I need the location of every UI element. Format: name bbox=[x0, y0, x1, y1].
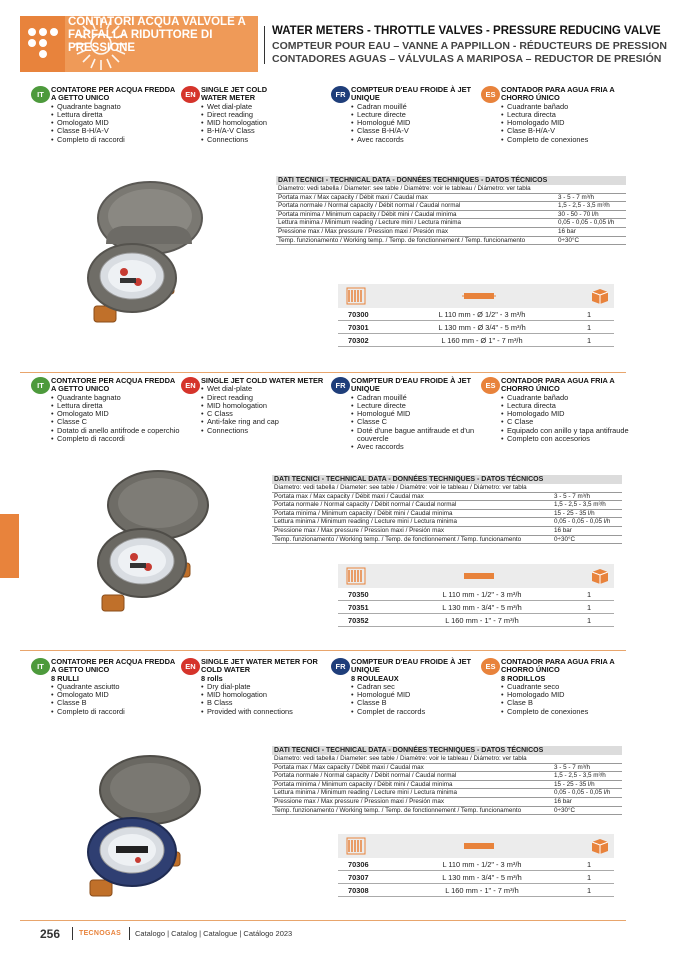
feature-item: • Wet dial-plate bbox=[201, 103, 311, 111]
tech-data-row bbox=[272, 781, 622, 790]
tech-data-key: Diametro: vedi tabella / Diameter: see table / Diamètre: voir le tableau / Diámetro: ver tabla bbox=[278, 185, 531, 192]
feature-item: • Homologado MID bbox=[501, 119, 631, 127]
feature-list bbox=[201, 103, 311, 144]
feature-list bbox=[501, 394, 631, 444]
lang-block-en bbox=[181, 658, 331, 716]
water-meter-image bbox=[76, 178, 206, 328]
brand-tab bbox=[20, 16, 65, 72]
lang-subtitle: 8 RULLI bbox=[51, 673, 79, 683]
feature-item: • Dry dial-plate bbox=[201, 683, 331, 691]
lang-block-en bbox=[181, 377, 331, 435]
feature-item: • Omologato MID bbox=[51, 410, 181, 418]
tech-data-value: 3 - 5 - 7 m³/h bbox=[558, 193, 595, 201]
footer-divider bbox=[20, 920, 626, 921]
product-code: 70300 bbox=[348, 310, 369, 319]
tech-data-value: 1,5 - 2,5 - 3,5 m³/h bbox=[554, 501, 606, 509]
brand-name: TECNOGAS bbox=[79, 930, 122, 937]
table-row bbox=[338, 601, 614, 614]
tech-data-value: 16 bar bbox=[554, 526, 572, 534]
feature-item: • Lectura directa bbox=[501, 402, 631, 410]
lang-block-es bbox=[481, 377, 631, 443]
product-desc: L 110 mm - 1/2" - 3 m³/h bbox=[442, 860, 522, 869]
tech-data-key: Temp. funzionamento / Working temp. / Temp. de fonctionnement / Temp. funcionamento bbox=[278, 236, 526, 244]
product-desc: L 130 mm - 3/4" - 5 m³/h bbox=[442, 603, 522, 612]
lang-title: COMPTEUR D'EAU FROIDE À JET UNIQUE bbox=[351, 85, 472, 103]
feature-list bbox=[51, 683, 181, 716]
feature-item: • Homologué MID bbox=[351, 410, 481, 418]
feature-list bbox=[351, 103, 481, 144]
product-qty: 1 bbox=[586, 886, 592, 895]
lang-title: SINGLE JET WATER METER FOR COLD WATER bbox=[201, 657, 318, 675]
lang-title: CONTADOR PARA AGUA FRIA A CHORRO ÚNICO bbox=[501, 657, 615, 675]
tech-data-row bbox=[272, 807, 622, 816]
package-icon bbox=[590, 837, 610, 855]
feature-item: • Omologato MID bbox=[51, 119, 181, 127]
tech-data-row bbox=[272, 536, 622, 545]
tech-data-value: 15 - 25 - 35 l/h bbox=[554, 509, 595, 517]
tech-data-row bbox=[276, 202, 626, 211]
table-row bbox=[338, 334, 614, 347]
fittings-logo-icon bbox=[26, 26, 60, 62]
lang-title: CONTATORE PER ACQUA FREDDA A GETTO UNICO bbox=[51, 376, 175, 394]
header-title-fr: COMPTEUR POUR EAU – VANNE A PAPPILLON - RÉDUCTEURS DE PRESSION bbox=[272, 40, 667, 52]
tech-data-key: Portata normale / Normal capacity / Débit normal / Caudal normal bbox=[274, 501, 457, 509]
feature-item: • B Class bbox=[201, 699, 331, 707]
tech-data-row bbox=[272, 764, 622, 773]
feature-item: • Classe B bbox=[51, 699, 181, 707]
product-code: 70307 bbox=[348, 873, 369, 882]
lang-subtitle: 8 rolls bbox=[201, 673, 223, 683]
lang-subtitle: 8 ROULEAUX bbox=[351, 673, 399, 683]
header-title-it: CONTATORI ACQUA VALVOLE A FARFALLA RIDUTTORE DI PRESSIONE bbox=[68, 16, 246, 54]
product-code: 70306 bbox=[348, 860, 369, 869]
feature-list bbox=[201, 683, 331, 716]
tech-data-row bbox=[272, 484, 622, 493]
tech-data-value: 3 - 5 - 7 m³/h bbox=[554, 492, 591, 500]
feature-list bbox=[501, 683, 631, 716]
footer-separator bbox=[129, 927, 130, 940]
lang-badge-en: EN bbox=[181, 86, 200, 103]
tech-data-key: Portata minima / Minimum capacity / Débit mini / Caudal minima bbox=[274, 780, 453, 788]
product-code-table bbox=[338, 564, 614, 627]
tech-data-title: DATI TECNICI - TECHNICAL DATA - DONNÉES TECHNIQUES - DATOS TÉCNICOS bbox=[276, 176, 626, 185]
tech-data-table bbox=[272, 475, 622, 544]
product-desc: L 130 mm - Ø 3/4" - 5 m³/h bbox=[438, 323, 526, 332]
feature-item: • Wet dial-plate bbox=[201, 385, 331, 393]
feature-item: • Lecture directe bbox=[351, 402, 481, 410]
feature-item: • Connections bbox=[201, 136, 311, 144]
product-qty: 1 bbox=[586, 860, 592, 869]
lang-block-es bbox=[481, 86, 631, 144]
package-icon bbox=[590, 287, 610, 305]
lang-badge-fr: FR bbox=[331, 86, 350, 103]
product-code-table bbox=[338, 834, 614, 897]
product-code: 70301 bbox=[348, 323, 369, 332]
feature-item: • Classe B-H/A-V bbox=[351, 127, 481, 135]
tech-data-row bbox=[276, 194, 626, 203]
barcode-icon bbox=[346, 287, 366, 305]
feature-item: • Provided with connections bbox=[201, 708, 331, 716]
tech-data-title: DATI TECNICI - TECHNICAL DATA - DONNÉES TECHNIQUES - DATOS TÉCNICOS bbox=[272, 746, 622, 755]
feature-item: • Dotato di anello antifrode e coperchio bbox=[51, 427, 181, 435]
tech-data-value: 0÷30°C bbox=[554, 535, 576, 543]
product-code: 70302 bbox=[348, 336, 369, 345]
tech-data-title: DATI TECNICI - TECHNICAL DATA - DONNÉES TECHNIQUES - DATOS TÉCNICOS bbox=[272, 475, 622, 484]
lang-block-fr bbox=[331, 658, 481, 716]
product-code: 70308 bbox=[348, 886, 369, 895]
feature-item: • Lettura diretta bbox=[51, 402, 181, 410]
tech-data-key: Portata minima / Minimum capacity / Débit mini / Caudal minima bbox=[278, 210, 457, 218]
lang-badge-en: EN bbox=[181, 377, 200, 394]
feature-item: • Homologado MID bbox=[501, 691, 631, 699]
feature-item: • Doté d'une bague antifraude et d'un couvercle bbox=[351, 427, 481, 444]
tech-data-table bbox=[272, 746, 622, 815]
feature-item: • C Class bbox=[201, 410, 331, 418]
section-divider bbox=[20, 372, 626, 373]
table-row bbox=[338, 884, 614, 897]
length-icon bbox=[462, 839, 496, 853]
lang-title: SINGLE JET COLD WATER METER bbox=[201, 85, 268, 103]
tech-data-table bbox=[276, 176, 626, 245]
tech-data-key: Pressione max / Max pressure / Pression maxi / Presión max bbox=[274, 797, 445, 805]
table-row bbox=[338, 614, 614, 627]
tech-data-row bbox=[272, 772, 622, 781]
product-qty: 1 bbox=[586, 873, 592, 882]
side-tab-marker bbox=[0, 514, 19, 578]
lang-badge-it: IT bbox=[31, 377, 50, 394]
tech-data-value: 30 - 50 - 70 l/h bbox=[558, 210, 599, 218]
feature-item: • Quadrante asciutto bbox=[51, 683, 181, 691]
lang-title: CONTADOR PARA AGUA FRIA A CHORRO ÚNICO bbox=[501, 85, 615, 103]
product-qty: 1 bbox=[586, 336, 592, 345]
lang-badge-es: ES bbox=[481, 658, 500, 675]
feature-item: • Completo di raccordi bbox=[51, 435, 181, 443]
feature-item: • Clase B-H/A-V bbox=[501, 127, 631, 135]
tech-data-key: Portata normale / Normal capacity / Débit normal / Caudal normal bbox=[278, 202, 461, 210]
table-row bbox=[338, 858, 614, 871]
feature-item: • Direct reading bbox=[201, 111, 311, 119]
feature-item: • Homologué MID bbox=[351, 691, 481, 699]
tech-data-key: Lettura minima / Minimum reading / Lecture mini / Lectura minima bbox=[274, 518, 458, 526]
tech-data-row bbox=[276, 228, 626, 237]
feature-item: • Classe B bbox=[351, 699, 481, 707]
tech-data-value: 0÷30°C bbox=[558, 236, 580, 244]
lang-block-it bbox=[31, 377, 181, 443]
tech-data-value: 16 bar bbox=[558, 227, 576, 235]
lang-badge-en: EN bbox=[181, 658, 200, 675]
code-table-header bbox=[338, 834, 614, 858]
feature-item: • Cadran mouillé bbox=[351, 394, 481, 402]
feature-item: • Completo con accesorios bbox=[501, 435, 631, 443]
tech-data-key: Portata max / Max capacity / Débit maxi / Caudal max bbox=[274, 492, 424, 500]
feature-item: • Lecture directe bbox=[351, 111, 481, 119]
product-desc: L 160 mm - 1" - 7 m³/h bbox=[445, 616, 519, 625]
lang-block-fr bbox=[331, 86, 481, 144]
header-title-en: WATER METERS - THROTTLE VALVES - PRESSURE REDUCING VALVE bbox=[272, 25, 661, 37]
tech-data-row bbox=[272, 789, 622, 798]
tech-data-row bbox=[276, 237, 626, 246]
footer-separator bbox=[72, 927, 73, 940]
feature-list bbox=[351, 683, 481, 716]
feature-item: • Homologué MID bbox=[351, 119, 481, 127]
water-meter-image bbox=[76, 752, 206, 902]
lang-badge-es: ES bbox=[481, 377, 500, 394]
tech-data-row bbox=[272, 493, 622, 502]
lang-block-en bbox=[181, 86, 311, 144]
feature-item: • Homologado MID bbox=[501, 410, 631, 418]
tech-data-row bbox=[272, 501, 622, 510]
feature-item: • Quadrante bagnato bbox=[51, 103, 181, 111]
feature-item: • Classe B-H/A-V bbox=[51, 127, 181, 135]
lang-block-it bbox=[31, 86, 181, 144]
lang-badge-fr: FR bbox=[331, 377, 350, 394]
tech-data-key: Pressione max / Max pressure / Pression maxi / Presión max bbox=[274, 526, 445, 534]
lang-block-it bbox=[31, 658, 181, 716]
feature-item: • Cadran sec bbox=[351, 683, 481, 691]
lang-title: COMPTEUR D'EAU FROIDE À JET UNIQUE bbox=[351, 657, 472, 675]
lang-title: CONTATORE PER ACQUA FREDDA A GETTO UNICO bbox=[51, 85, 175, 103]
product-qty: 1 bbox=[586, 590, 592, 599]
code-table-header bbox=[338, 284, 614, 308]
product-desc: L 130 mm - 3/4" - 5 m³/h bbox=[442, 873, 522, 882]
feature-item: • Equipado con anillo y tapa antifraude bbox=[501, 427, 631, 435]
feature-item: • Clase B bbox=[501, 699, 631, 707]
feature-item: • Cuadrante bañado bbox=[501, 103, 631, 111]
barcode-icon bbox=[346, 837, 366, 855]
feature-item: • Connections bbox=[201, 427, 331, 435]
feature-item: • Cuadrante bañado bbox=[501, 394, 631, 402]
product-code: 70350 bbox=[348, 590, 369, 599]
lang-block-fr bbox=[331, 377, 481, 452]
tech-data-value: 16 bar bbox=[554, 797, 572, 805]
feature-item: • Completo de conexiones bbox=[501, 136, 631, 144]
tech-data-row bbox=[272, 510, 622, 519]
tech-data-value: 0,05 - 0,05 - 0,05 l/h bbox=[554, 789, 611, 797]
package-icon bbox=[590, 567, 610, 585]
tech-data-row bbox=[272, 518, 622, 527]
table-row bbox=[338, 321, 614, 334]
lang-title: CONTATORE PER ACQUA FREDDA A GETTO UNICO bbox=[51, 657, 175, 675]
feature-item: • Completo di raccordi bbox=[51, 708, 181, 716]
feature-item: • Direct reading bbox=[201, 394, 331, 402]
product-desc: L 160 mm - 1" - 7 m³/h bbox=[445, 886, 519, 895]
feature-item: • Completo de conexiones bbox=[501, 708, 631, 716]
tech-data-key: Temp. funzionamento / Working temp. / Temp. de fonctionnement / Temp. funcionamento bbox=[274, 535, 522, 543]
feature-item: • MID homologation bbox=[201, 119, 311, 127]
lang-badge-it: IT bbox=[31, 86, 50, 103]
table-row bbox=[338, 308, 614, 321]
lang-badge-es: ES bbox=[481, 86, 500, 103]
feature-item: • Completo di raccordi bbox=[51, 136, 181, 144]
tech-data-row bbox=[272, 798, 622, 807]
feature-list bbox=[201, 385, 331, 435]
product-code: 70352 bbox=[348, 616, 369, 625]
catalog-label: Catalogo | Catalog | Catalogue | Catálogo 2023 bbox=[135, 929, 293, 938]
tech-data-row bbox=[276, 185, 626, 194]
tech-data-key: Portata max / Max capacity / Débit maxi / Caudal max bbox=[278, 193, 428, 201]
tech-data-key: Portata minima / Minimum capacity / Débit mini / Caudal minima bbox=[274, 509, 453, 517]
header-divider bbox=[264, 26, 265, 64]
feature-list bbox=[501, 103, 631, 144]
tech-data-value: 1,5 - 2,5 - 3,5 m³/h bbox=[558, 202, 610, 210]
length-icon bbox=[462, 289, 496, 303]
tech-data-key: Temp. funzionamento / Working temp. / Temp. de fonctionnement / Temp. funcionamento bbox=[274, 806, 522, 814]
tech-data-row bbox=[272, 527, 622, 536]
feature-item: • Avec raccords bbox=[351, 443, 481, 451]
feature-item: • Quadrante bagnato bbox=[51, 394, 181, 402]
product-desc: L 110 mm - 1/2" - 3 m³/h bbox=[442, 590, 522, 599]
lang-title: COMPTEUR D'EAU FROIDE À JET UNIQUE bbox=[351, 376, 472, 394]
feature-item: • Anti-fake ring and cap bbox=[201, 418, 331, 426]
feature-item: • Cadran mouillé bbox=[351, 103, 481, 111]
lang-subtitle: 8 RODILLOS bbox=[501, 673, 546, 683]
table-row bbox=[338, 871, 614, 884]
water-meter-image bbox=[88, 467, 218, 617]
tech-data-key: Portata normale / Normal capacity / Débit normal / Caudal normal bbox=[274, 772, 457, 780]
tech-data-row bbox=[276, 211, 626, 220]
feature-item: • MID homologation bbox=[201, 691, 331, 699]
tech-data-value: 0÷30°C bbox=[554, 806, 576, 814]
table-row bbox=[338, 588, 614, 601]
feature-item: • Omologato MID bbox=[51, 691, 181, 699]
lang-title: SINGLE JET COLD WATER METER bbox=[201, 376, 324, 385]
product-code: 70351 bbox=[348, 603, 369, 612]
product-desc: L 160 mm - Ø 1" - 7 m³/h bbox=[441, 336, 523, 345]
feature-item: • Cuadrante seco bbox=[501, 683, 631, 691]
tech-data-value: 3 - 5 - 7 m³/h bbox=[554, 763, 591, 771]
tech-data-value: 0,05 - 0,05 - 0,05 l/h bbox=[554, 518, 611, 526]
section-divider bbox=[20, 650, 626, 651]
product-qty: 1 bbox=[586, 310, 592, 319]
feature-item: • B-H/A-V Class bbox=[201, 127, 311, 135]
product-code-table bbox=[338, 284, 614, 347]
feature-list bbox=[51, 394, 181, 444]
tech-data-key: Pressione max / Max pressure / Pression maxi / Presión max bbox=[278, 227, 449, 235]
feature-item: • Avec raccords bbox=[351, 136, 481, 144]
lang-block-es bbox=[481, 658, 631, 716]
feature-item: • Complet de raccords bbox=[351, 708, 481, 716]
tech-data-key: Diametro: vedi tabella / Diameter: see table / Diamètre: voir le tableau / Diámetro: ver tabla bbox=[274, 755, 527, 762]
feature-item: • C Clase bbox=[501, 418, 631, 426]
product-qty: 1 bbox=[586, 616, 592, 625]
page-number: 256 bbox=[40, 927, 61, 941]
tech-data-key: Portata max / Max capacity / Débit maxi / Caudal max bbox=[274, 763, 424, 771]
lang-badge-it: IT bbox=[31, 658, 50, 675]
tech-data-key: Lettura minima / Minimum reading / Lecture mini / Lectura minima bbox=[278, 219, 462, 227]
code-table-header bbox=[338, 564, 614, 588]
tech-data-key: Lettura minima / Minimum reading / Lecture mini / Lectura minima bbox=[274, 789, 458, 797]
tech-data-row bbox=[276, 219, 626, 228]
tech-data-value: 15 - 25 - 35 l/h bbox=[554, 780, 595, 788]
tech-data-value: 0,05 - 0,05 - 0,05 l/h bbox=[558, 219, 615, 227]
feature-item: • Classe C bbox=[51, 418, 181, 426]
lang-title: CONTADOR PARA AGUA FRIA A CHORRO ÚNICO bbox=[501, 376, 615, 394]
feature-item: • Classe C bbox=[351, 418, 481, 426]
tech-data-row bbox=[272, 755, 622, 764]
feature-item: • Lettura diretta bbox=[51, 111, 181, 119]
tech-data-value: 1,5 - 2,5 - 3,5 m³/h bbox=[554, 772, 606, 780]
length-icon bbox=[462, 569, 496, 583]
header-title-es: CONTADORES AGUAS – VÁLVULAS A MARIPOSA – REDUCTOR DE PRESIÓN bbox=[272, 53, 662, 65]
feature-list bbox=[51, 103, 181, 144]
product-qty: 1 bbox=[586, 603, 592, 612]
product-desc: L 110 mm - Ø 1/2" - 3 m³/h bbox=[438, 310, 526, 319]
tech-data-key: Diametro: vedi tabella / Diameter: see table / Diamètre: voir le tableau / Diámetro: ver tabla bbox=[274, 484, 527, 491]
feature-list bbox=[351, 394, 481, 452]
product-qty: 1 bbox=[586, 323, 592, 332]
feature-item: • MID homologation bbox=[201, 402, 331, 410]
feature-item: • Lectura directa bbox=[501, 111, 631, 119]
barcode-icon bbox=[346, 567, 366, 585]
lang-badge-fr: FR bbox=[331, 658, 350, 675]
